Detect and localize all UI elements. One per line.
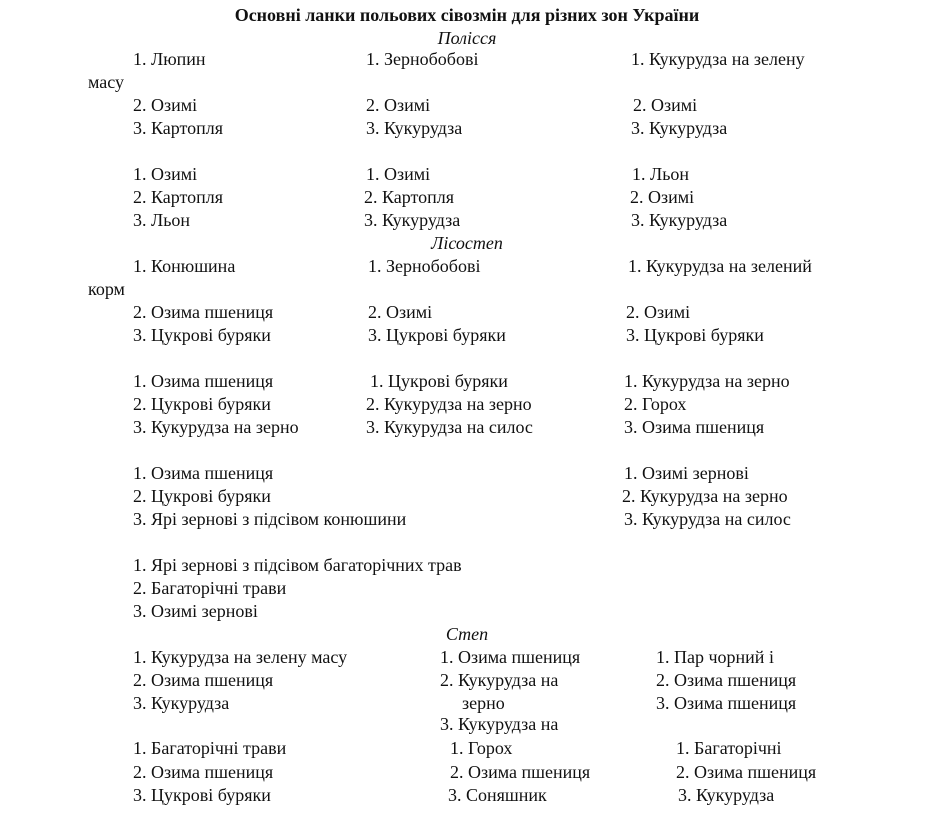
list-item: 3. Кукурудза	[631, 210, 728, 230]
list-item: 3. Кукурудза	[631, 118, 728, 138]
list-item: 2. Озима пшениця	[133, 762, 274, 782]
list-item: 3. Цукрові буряки	[626, 325, 764, 345]
list-item: 1. Озимі	[133, 164, 198, 184]
list-item: 1. Зернобобові	[368, 256, 481, 276]
list-item: 3. Кукурудза на силос	[366, 417, 533, 437]
list-item: 3. Кукурудза на зерно	[133, 417, 299, 437]
list-item: 3. Цукрові буряки	[133, 325, 271, 345]
list-item: 1. Багаторічні трави	[133, 738, 287, 758]
list-item: 2. Цукрові буряки	[133, 486, 271, 506]
list-item: 2. Озима пшениця	[133, 670, 274, 690]
list-item: 1. Ярі зернові з підсівом багаторічних трав	[133, 555, 462, 575]
page-title: Основні ланки польових сівозмін для різних зон України	[234, 5, 700, 25]
list-item: 1. Озимі зернові	[624, 463, 749, 483]
list-item: 1. Конюшина	[133, 256, 236, 276]
list-item: 1. Льон	[632, 164, 690, 184]
list-item: 3. Соняшник	[448, 785, 547, 805]
list-item: 2. Озима пшениця	[656, 670, 797, 690]
list-item: 3. Кукурудза	[133, 693, 230, 713]
list-item: 1. Зернобобові	[366, 49, 479, 69]
list-item: 2. Озимі	[630, 187, 695, 207]
list-item: 2. Озимі	[133, 95, 198, 115]
list-item: 1. Кукурудза на зелену	[631, 49, 805, 69]
list-item: 3. Цукрові буряки	[368, 325, 506, 345]
list-item: 1. Багаторічні	[676, 738, 782, 758]
list-item: 2. Картопля	[133, 187, 224, 207]
list-item: 2. Кукурудза на зерно	[622, 486, 788, 506]
list-item: 2. Озима пшениця	[676, 762, 817, 782]
list-item: 2. Кукурудза на	[440, 670, 559, 690]
list-item: 3. Кукурудза	[678, 785, 775, 805]
list-item: 1. Озимі	[366, 164, 431, 184]
list-item: 2. Озимі	[626, 302, 691, 322]
list-item: 1. Кукурудза на зерно	[624, 371, 790, 391]
list-item: 1. Горох	[450, 738, 513, 758]
list-item: 2. Багаторічні трави	[133, 578, 287, 598]
list-item: 2. Кукурудза на зерно	[366, 394, 532, 414]
list-item-continuation: масу	[88, 72, 125, 92]
list-item: 2. Картопля	[364, 187, 455, 207]
list-item-clipped: 3. Кукурудза на	[440, 714, 559, 734]
list-item: 2. Озимі	[368, 302, 433, 322]
list-item: 3. Цукрові буряки	[133, 785, 271, 805]
list-item: 3. Озима пшениця	[656, 693, 797, 713]
list-item: 3. Ярі зернові з підсівом конюшини	[133, 509, 407, 529]
list-item: 2. Горох	[624, 394, 687, 414]
zone-heading-lisostep: Лісостеп	[431, 233, 503, 253]
list-item: 2. Озимі	[366, 95, 431, 115]
list-item: 3. Озима пшениця	[624, 417, 765, 437]
list-item: 1. Озима пшениця	[440, 647, 581, 667]
list-item-continuation: зерно	[462, 693, 505, 713]
list-item: 2. Озимі	[633, 95, 698, 115]
list-item: 3. Кукурудза на силос	[624, 509, 791, 529]
list-item: 2. Озима пшениця	[133, 302, 274, 322]
list-item: 2. Озима пшениця	[450, 762, 591, 782]
list-item: 1. Пар чорний і	[656, 647, 774, 667]
list-item: 3. Картопля	[133, 118, 224, 138]
zone-heading-step: Степ	[445, 624, 489, 644]
list-item: 3. Кукурудза	[366, 118, 463, 138]
list-item: 1. Озима пшениця	[133, 371, 274, 391]
list-item: 1. Кукурудза на зелену масу	[133, 647, 348, 667]
list-item: 2. Цукрові буряки	[133, 394, 271, 414]
list-item: 1. Люпин	[133, 49, 206, 69]
list-item: 3. Озимі зернові	[133, 601, 258, 621]
list-item-continuation: корм	[88, 279, 125, 299]
list-item: 1. Озима пшениця	[133, 463, 274, 483]
list-item: 3. Кукурудза	[364, 210, 461, 230]
list-item: 3. Льон	[133, 210, 191, 230]
clipped-line	[440, 714, 580, 734]
list-item: 1. Цукрові буряки	[370, 371, 508, 391]
zone-heading-polissia: Полісся	[437, 28, 497, 48]
list-item: 1. Кукурудза на зелений	[628, 256, 812, 276]
